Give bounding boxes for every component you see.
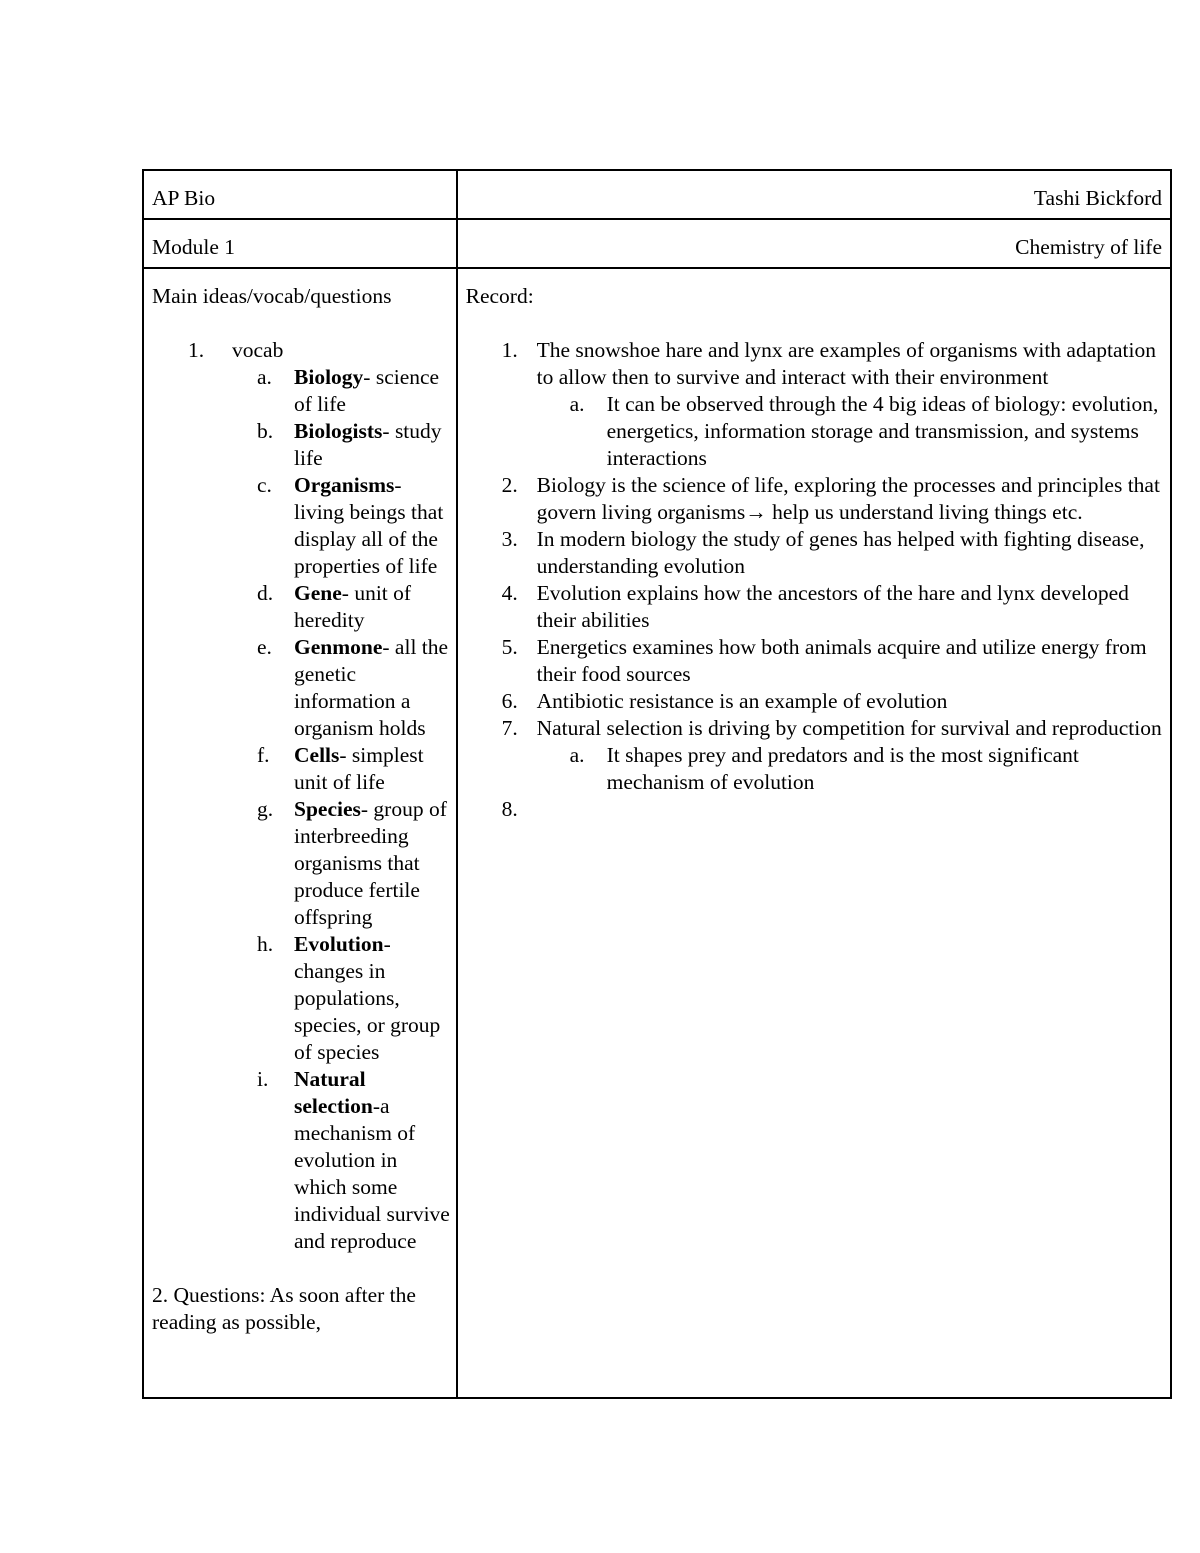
record-item	[466, 472, 1162, 526]
record-number: 4.	[501, 581, 518, 605]
list-item	[152, 337, 448, 1255]
term-letter: h.	[257, 932, 274, 956]
term-word: Biology	[294, 365, 364, 389]
term-letter: f.	[257, 743, 270, 767]
term-definition: - group of interbreeding organisms that produce fertile offspring	[294, 797, 447, 929]
term-word: Genmone	[294, 635, 383, 659]
record-item	[466, 580, 1162, 634]
record-item	[466, 526, 1162, 580]
term-word: Organisms	[294, 473, 395, 497]
term-definition: - study life	[294, 419, 442, 470]
vocab-term-item	[257, 634, 454, 742]
term-definition: - changes in populations, species, or group of species	[294, 932, 441, 1064]
record-subitem	[569, 391, 1162, 472]
term-letter: d.	[257, 581, 274, 605]
topic-label: Chemistry of life	[1015, 235, 1162, 259]
subitem-letter: a.	[569, 392, 585, 416]
subitem-text: It can be observed through the 4 big ideas of biology: evolution, energetics, information storage and transmission, and systems interactions	[606, 392, 1159, 470]
record-number: 1.	[501, 338, 518, 362]
course-cell	[143, 170, 457, 219]
module-cell	[143, 219, 457, 268]
content-row	[143, 268, 1171, 1398]
vocab-term-item	[257, 364, 454, 418]
record-item	[466, 688, 1162, 715]
term-definition: - science of life	[294, 365, 440, 416]
record-number: 8.	[501, 797, 518, 821]
record-text: Energetics examines how both animals acquire and utilize energy from their food sources	[536, 635, 1147, 686]
vocab-label: vocab	[232, 338, 284, 362]
term-word: Species	[294, 797, 361, 821]
record-number: 3.	[501, 527, 518, 551]
record-text: Biology is the science of life, exploring the processes and principles that govern living organisms→ help us understand living things etc.	[536, 473, 1160, 524]
vocab-terms-list	[257, 364, 450, 1255]
term-definition: - all the genetic information a organism holds	[294, 635, 449, 740]
subitem-letter: a.	[569, 743, 585, 767]
term-letter: g.	[257, 797, 274, 821]
vocab-term-item	[257, 796, 454, 931]
record-text: In modern biology the study of genes has helped with fighting disease, understanding evolution	[536, 527, 1145, 578]
record-sublist	[569, 742, 1162, 796]
term-definition: - living beings that display all of the properties of life	[294, 473, 444, 578]
record-list	[466, 337, 1162, 823]
student-cell	[457, 170, 1171, 219]
term-word: Natural selection	[294, 1067, 373, 1118]
vocab-list	[152, 337, 448, 1255]
term-definition: -a mechanism of evolution in which some individual survive and reproduce	[294, 1094, 450, 1253]
record-text: Natural selection is driving by competition for survival and reproduction	[536, 716, 1162, 740]
vocab-term-item	[257, 742, 454, 796]
term-letter: a.	[257, 365, 272, 389]
module-label: Module 1	[152, 235, 236, 259]
vocab-term-item	[257, 1066, 454, 1255]
cornell-notes-table	[142, 169, 1172, 1399]
vocab-term-item	[257, 418, 454, 472]
record-number: 5.	[501, 635, 518, 659]
module-row	[143, 219, 1171, 268]
record-text: Evolution explains how the ancestors of the hare and lynx developed their abilities	[536, 581, 1129, 632]
student-name: Tashi Bickford	[1033, 186, 1162, 210]
questions-text: 2. Questions: As soon after the reading as possible,	[152, 1283, 416, 1334]
term-letter: e.	[257, 635, 272, 659]
left-column	[143, 268, 457, 1398]
term-definition: - simplest unit of life	[294, 743, 424, 794]
term-word: Evolution	[294, 932, 384, 956]
record-text: Antibiotic resistance is an example of evolution	[536, 689, 948, 713]
term-letter: i.	[257, 1067, 269, 1091]
record-subitem	[569, 742, 1162, 796]
right-column	[457, 268, 1171, 1398]
record-number: 6.	[501, 689, 518, 713]
subitem-text: It shapes prey and predators and is the most significant mechanism of evolution	[606, 743, 1079, 794]
record-number: 2.	[501, 473, 518, 497]
record-text	[537, 797, 542, 821]
course-name: AP Bio	[152, 186, 216, 210]
list-number: 1.	[188, 338, 205, 362]
record-text: The snowshoe hare and lynx are examples of organisms with adaptation to allow then to survive and interact with their environment	[536, 338, 1156, 389]
record-number: 7.	[501, 716, 518, 740]
term-definition: - unit of heredity	[294, 581, 412, 632]
record-item	[466, 634, 1162, 688]
record-sublist	[569, 391, 1162, 472]
header-row	[143, 170, 1171, 219]
vocab-term-item	[257, 580, 454, 634]
topic-cell	[457, 219, 1171, 268]
term-word: Biologists	[294, 419, 383, 443]
record-item	[466, 337, 1162, 472]
record-item	[466, 715, 1162, 796]
record-heading: Record:	[465, 284, 534, 308]
left-heading: Main ideas/vocab/questions	[152, 284, 392, 308]
record-item	[466, 796, 1162, 823]
term-letter: b.	[257, 419, 274, 443]
term-word: Cells	[294, 743, 340, 767]
term-word: Gene	[294, 581, 342, 605]
vocab-term-item	[257, 472, 454, 580]
vocab-term-item	[257, 931, 454, 1066]
term-letter: c.	[257, 473, 272, 497]
